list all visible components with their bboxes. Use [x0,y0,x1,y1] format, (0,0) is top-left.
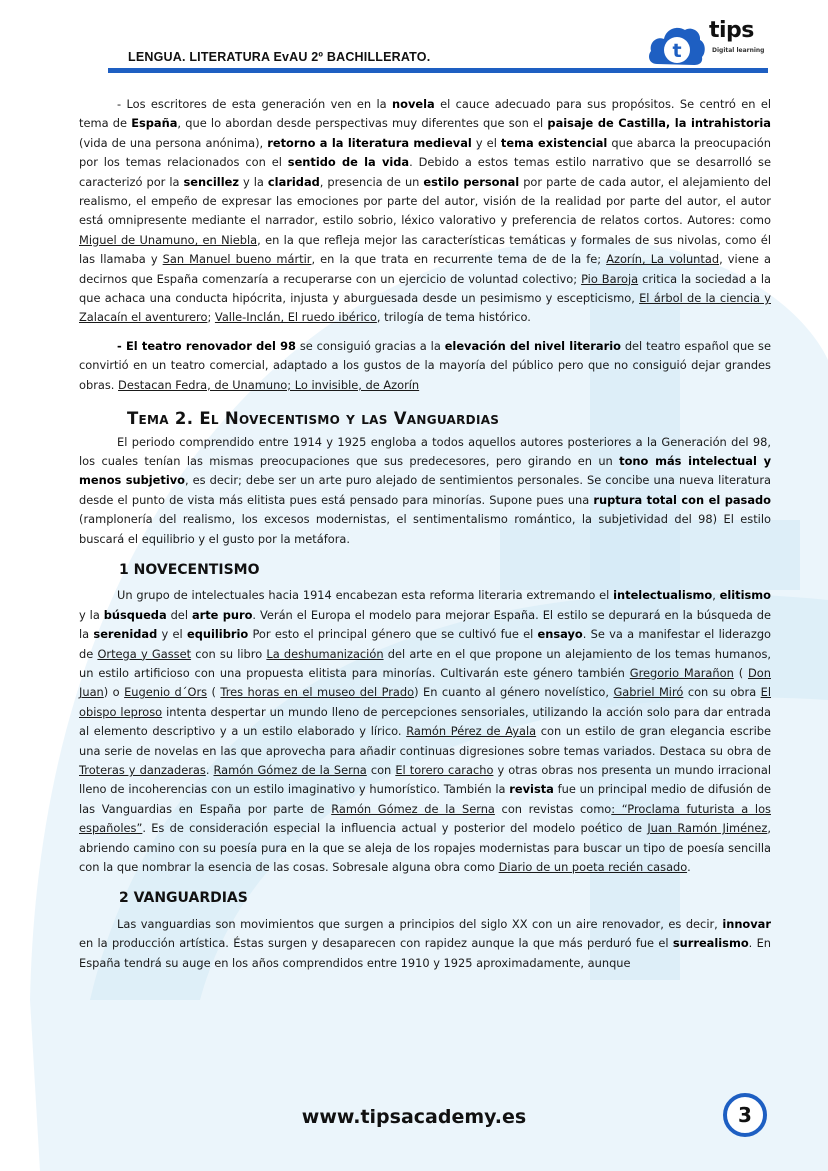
subheading-vanguardias: 2 VANGUARDIAS [119,890,248,907]
paragraph-generacion-novela: - Los escritores de esta generación ven en la novela el cauce adecuado para sus propósitos. Se centró en el tema de España, que lo abordan desde perspectivas muy diferentes que son el paisaje de Castilla, la intrahistoria (vida de una persona anónima), retorno a la literatura medieval y el tema existencial que abarca la preocupación por los temas relacionados con el sentido de la vida. Debido a estos temas estilo narrativo que se desarrolló se caracterizó por la sencillez y la claridad, presencia de un estilo personal por parte de cada autor, el alejamiento del realismo, el empeño de expresar las emociones por parte del autor, visión de la realidad por parte del autor, el autor está omnipresente mediante el narrador, estilo sobrio, léxico valorativo y preferencia de relatos cortos. Autores: como Miguel de Unamuno, en Niebla, en la que refleja mejor las características temáticas y formales de sus nivolas, como él las llamaba y San Manuel bueno mártir, en la que trata en recurrente tema de de la fe; Azorín, La voluntad, viene a decirnos que España comenzaría a recuperarse con un ejercicio de voluntad colectivo; Pio Baroja critica la sociedad a la que achaca una conducta hipócrita, injusta y aburguesada desde un pesimismo y escepticismo, El árbol de la ciencia y Zalacaín el aventurero; Valle-Inclán, El ruedo ibérico, trilogía de tema histórico. [79,97,772,325]
logo-wordmark: tips [709,18,754,43]
cloud-icon [647,20,707,68]
logo-letter: t [672,40,682,62]
header-title: LENGUA. LITERATURA EvAU 2º BACHILLERATO. [128,50,431,64]
paragraph-novecentismo: Un grupo de intelectuales hacia 1914 encabezan esta reforma literaria extremando el intelectualismo, elitismo y la búsqueda del arte puro. Verán el Europa el modelo para mejorar España. El estilo se depurará en la búsqueda de la serenidad y el equilibrio Por esto el principal género que se cultivó fue el ensayo. Se va a manifestar el liderazgo de Ortega y Gasset con su libro La deshumanización del arte en el que propone un alejamiento de los temas humanos, un estilo artificioso con una propuesta elitista para minorías. Cultivarán este género también Gregorio Marañon ( Don Juan) o Eugenio d´Ors ( Tres horas en el museo del Prado) En cuanto al género novelístico, Gabriel Miró con su obra El obispo leproso intenta despertar un mundo lleno de percepciones sensoriales, utilizando la acción solo para dar entrada al elemento descriptivo y a un estilo elaborado y lírico. Ramón Pérez de Ayala con un estilo de gran elegancia escribe una serie de novelas en las que aprovecha para añadir continuas digresiones sobre temas variados. Destaca su obra de Troteras y danzaderas. Ramón Gómez de la Serna con El torero caracho y otras obras nos presenta un mundo irracional lleno de incoherencias con un estilo imaginativo y humorístico. También la revista fue un principal medio de difusión de las Vanguardias en España por parte de Ramón Gómez de la Serna con revistas como: “Proclama futurista a los españoles”. Es de consideración especial la influencia actual y posterior del modelo poético de Juan Ramón Jiménez, abriendo camino con su poesía pura en la que se aleja de los ropajes modernistas para buscar un tipo de poesía sencilla con la que nombrar la esencia de las cosas. Sobresale alguna obra como Diario de un poeta recién casado. [79,588,772,875]
paragraph-teatro-98: - El teatro renovador del 98 se consiguió gracias a la elevación del nivel literario del teatro español que se convirtió en un teatro comercial, adaptado a los gustos de la mayoría del público pero que no consiguió dejar grandes obras. Destacan Fedra, de Unamuno; Lo invisible, de Azorín [79,338,771,392]
footer-website-link[interactable]: www.tipsacademy.es [301,1106,527,1128]
section-heading-tema-2: Tema 2. El Novecentismo y las Vanguardias [127,409,500,429]
logo-tagline: Digital learning [712,47,765,54]
main-content [79,95,771,973]
paragraph-periodo-1914: El periodo comprendido entre 1914 y 1925 engloba a todos aquellos autores posteriores a la Generación del 98, los cuales tenían las mismas preocupaciones que sus predecesores, pero girando en un tono más intelectual y menos subjetivo, es decir; debe ser un arte puro alejado de sentimientos personales. Se concibe una nueva literatura desde el punto de vista más elitista pues está pensado para minorías. Supone pues una ruptura total con el pasado (ramplonería del realismo, los excesos modernistas, el sentimentalismo romántico, la subjetividad del 98) El estilo buscará el equilibrio y el gusto por la metáfora. [79,434,771,546]
subheading-novecentismo: 1 NOVECENTISMO [119,561,260,578]
page-number-badge: 3 [723,1093,767,1137]
paragraph-vanguardias: Las vanguardias son movimientos que surgen a principios del siglo XX con un aire renovador, es decir, innovar en la producción artística. Éstas surgen y desaparecen con rapidez aunque la que más perduró fue el surrealismo. En España tendrá su auge en los años comprendidos entre 1910 y 1925 aproximadamente, aunque [79,916,771,970]
tips-logo [647,20,767,68]
header-rule [108,68,768,73]
